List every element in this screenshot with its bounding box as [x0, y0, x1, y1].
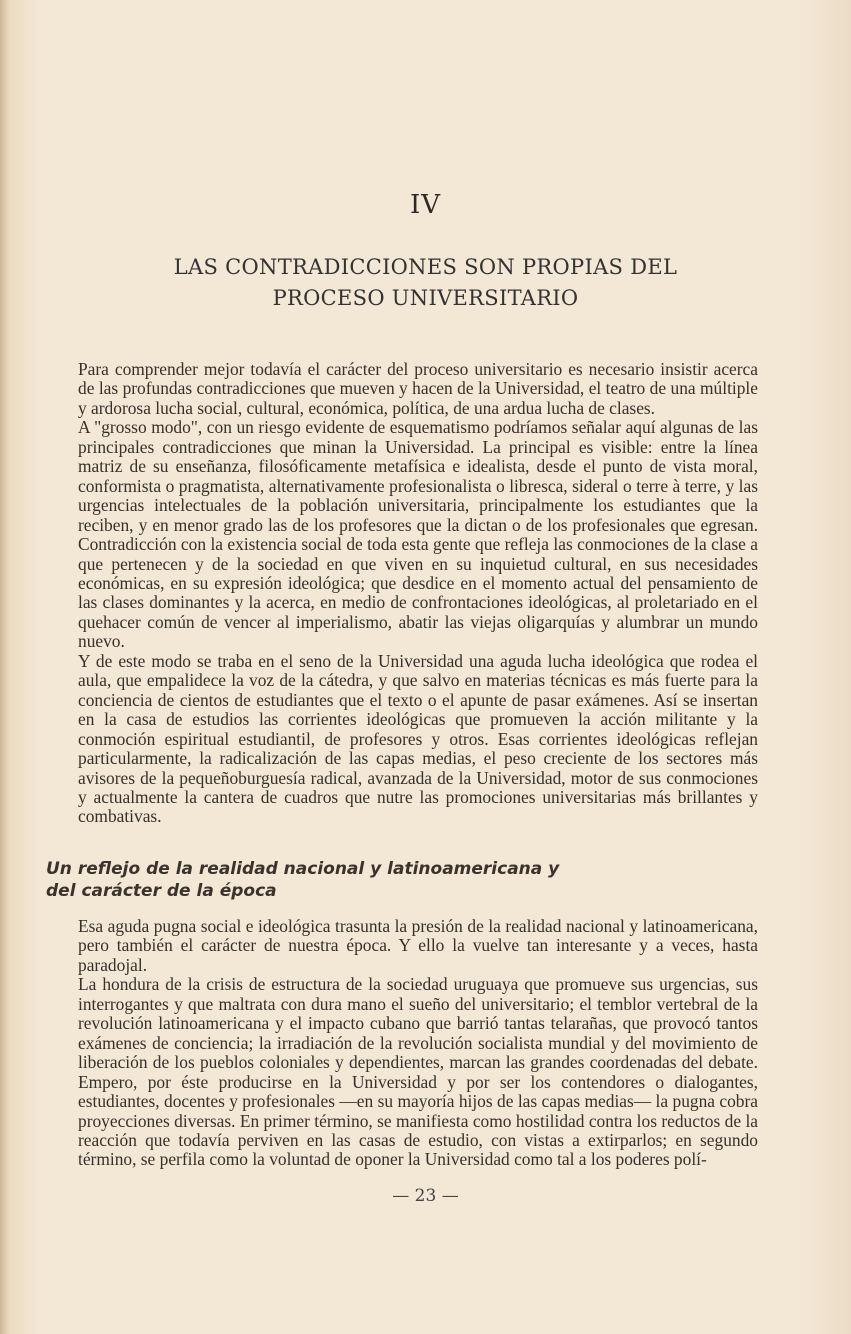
paragraph: La hondura de la crisis de estructura de la sociedad uruguaya que promueve sus urgencias, sus interrogantes y que maltrata con dura mano el sueño del universitario; el temblor vertebral de la revolución latinoamericana y el impacto cubano que barrió tantas telarañas, que provocó tantos exámenes de conciencia; la irradiación de la revolución socialista mundial y del movimiento de liberación de los pueblos coloniales y dependientes, marcan las grandes coordenadas del debate. Empero, por éste producirse en la Universidad y por ser los contendores o dialogantes, estudiantes, docentes y profesionales —en su mayoría hijos de las capas medias— la pugna cobra proyecciones diversas. En primer término, se manifiesta como hostilidad contra los reductos de la reacción que todavía perviven en las casas de estudio, con vistas a extirparlos; en segundo término, se perfila como la voluntad de oponer la Universidad como tal a los poderes polí-	[78, 974, 758, 1170]
section-heading-line: del carácter de la época	[46, 881, 277, 901]
section-heading-line: Un reflejo de la realidad nacional y latinoamericana y	[46, 859, 560, 879]
paragraph: Para comprender mejor todavía el carácter del proceso universitario es necesario insistir acerca de las profundas contradicciones que mueven y hacen de la Universidad, el teatro de una múltiple y ardorosa lucha social, cultural, económica, política, de una ardua lucha de clases.	[78, 359, 758, 418]
chapter-title	[0, 252, 851, 314]
page-number: — 23 —	[392, 1186, 459, 1206]
chapter-number: IV	[409, 190, 442, 220]
chapter-title-line: LAS CONTRADICCIONES SON PROPIAS DEL	[173, 255, 678, 279]
body-paragraphs-2	[78, 917, 758, 1170]
body-paragraphs-1	[78, 360, 758, 827]
chapter-title-line: PROCESO UNIVERSITARIO	[272, 286, 579, 310]
section-heading	[46, 858, 746, 902]
paragraph: A "grosso modo", con un riesgo evidente de esquematismo podríamos señalar aquí algunas de las principales contradicciones que minan la Universidad. La principal es visible: entre la línea matriz de su enseñanza, filosóficamente metafísica e idealista, desde el punto de vista moral, conformista o pragmatista, alternativamente profesionalista o libresca, sideral o terre à terre, y las urgencias intelectuales de la población universitaria, principalmente los estudiantes que la reciben, y en menor grado las de los profesores que la dictan o de los profesionales que egresan. Contradicción con la existencia social de toda esta gente que refleja las conmociones de la clase a que pertenecen y de la sociedad en que viven en su inquietud cultural, en sus necesidades económicas, en su expresión ideológica; que desdice en el momento actual del pensamiento de las clases dominantes y la acerca, en medio de confrontaciones ideológicas, al proletariado en el quehacer común de vencer al imperialismo, abatir las viejas oligarquías y alumbrar un mundo nuevo.	[78, 417, 758, 652]
paragraph: Esa aguda pugna social e ideológica trasunta la presión de la realidad nacional y latinoamericana, pero también el carácter de nuestra época. Y ello la vuelve tan interesante y a veces, hasta paradojal.	[78, 916, 758, 975]
paragraph: Y de este modo se traba en el seno de la Universidad una aguda lucha ideológica que rodea el aula, que empalidece la voz de la cátedra, y que salvo en materias técnicas es más fuerte para la conciencia de cientos de estudiantes que el texto o el apunte de pasar exámenes. Así se insertan en la casa de estudios las corrientes ideológicas que promueven la acción militante y la conmoción espiritual estudiantil, de profesores y otros. Esas corrientes ideológicas reflejan particularmente, la radicalización de las capas medias, el peso creciente de los sectores más avisores de la pequeñoburguesía radical, avanzada de la Universidad, motor de sus conmociones y actualmente la cantera de cuadros que nutre las promociones universitarias más brillantes y combativas.	[78, 650, 758, 827]
